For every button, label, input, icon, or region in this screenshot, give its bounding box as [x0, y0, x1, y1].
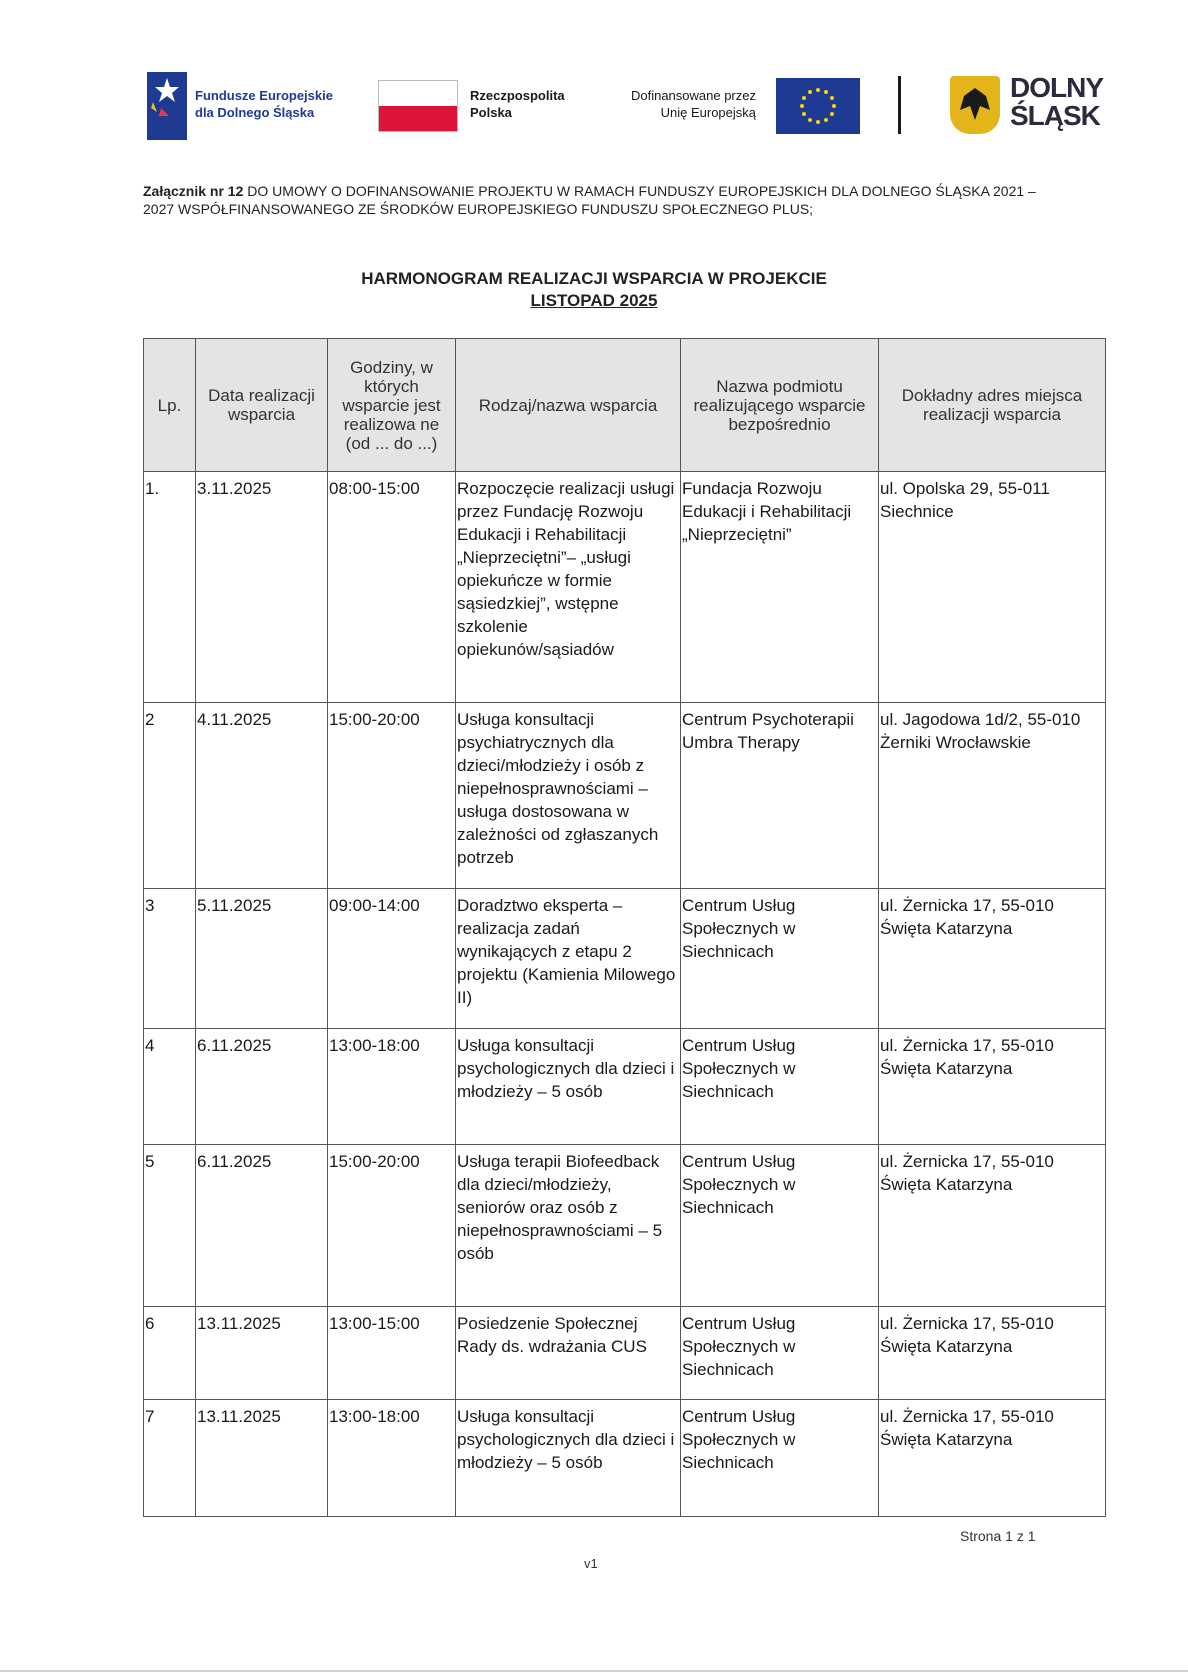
header-date: Data realizacji wsparcia	[196, 339, 328, 472]
annex-number: Załącznik nr 12	[143, 183, 244, 199]
cell-type: Usługa konsultacji psychiatrycznych dla dzieci/młodzieży i osób z niepełnosprawnościami – usługa dostosowana w zależności od zgłaszanych potrzeb	[456, 703, 681, 889]
schedule-table	[143, 338, 1106, 1517]
fe-logo-line2: dla Dolnego Śląska	[195, 105, 315, 120]
logo-separator	[898, 76, 901, 134]
header-type: Rodzaj/nazwa wsparcia	[456, 339, 681, 472]
cell-address: ul. Żernicka 17, 55-010 Święta Katarzyna	[879, 1400, 1106, 1517]
annex-note	[143, 182, 1063, 218]
eu-flag-icon	[776, 78, 860, 134]
cell-lp: 2	[144, 703, 196, 889]
scan-edge-divider	[0, 1670, 1188, 1672]
cell-type: Usługa terapii Biofeedback dla dzieci/młodzieży, seniorów oraz osób z niepełnosprawnościami – 5 osób	[456, 1145, 681, 1307]
header-hours: Godziny, w których wsparcie jest realizowa ne (od ... do ...)	[328, 339, 456, 472]
cell-date: 3.11.2025	[196, 472, 328, 703]
ds-line1: DOLNY	[1010, 72, 1103, 103]
cell-hours: 08:00-15:00	[328, 472, 456, 703]
cell-address: ul. Żernicka 17, 55-010 Święta Katarzyna	[879, 1145, 1106, 1307]
cell-address: ul. Żernicka 17, 55-010 Święta Katarzyna	[879, 1029, 1106, 1145]
fe-logo-line1: Fundusze Europejskie	[195, 88, 333, 103]
title-main: HARMONOGRAM REALIZACJI WSPARCIA W PROJEKCIE	[361, 269, 827, 288]
header-lp: Lp.	[144, 339, 196, 472]
cell-lp: 7	[144, 1400, 196, 1517]
cell-hours: 13:00-18:00	[328, 1029, 456, 1145]
rp-line2: Polska	[470, 105, 512, 120]
eu-line2: Unię Europejską	[660, 105, 756, 120]
eu-logo-text	[606, 87, 756, 121]
cell-entity: Centrum Psychoterapii Umbra Therapy	[681, 703, 879, 889]
table-row	[144, 1307, 1106, 1400]
poland-flag-icon	[378, 80, 458, 132]
cell-type: Rozpoczęcie realizacji usługi przez Fundację Rozwoju Edukacji i Rehabilitacji „Nieprzeciętni”– „usługi opiekuńcze w formie sąsiedzkiej”, wstępne szkolenie opiekunów/sąsiadów	[456, 472, 681, 703]
cell-type: Usługa konsultacji psychologicznych dla dzieci i młodzieży – 5 osób	[456, 1400, 681, 1517]
eu-line1: Dofinansowane przez	[630, 88, 756, 103]
rp-logo-text	[470, 87, 565, 121]
cell-type: Usługa konsultacji psychologicznych dla dzieci i młodzieży – 5 osób	[456, 1029, 681, 1145]
cell-date: 5.11.2025	[196, 889, 328, 1029]
cell-address: ul. Żernicka 17, 55-010 Święta Katarzyna	[879, 889, 1106, 1029]
cell-lp: 5	[144, 1145, 196, 1307]
fe-logo-icon	[147, 72, 187, 140]
cell-address: ul. Jagodowa 1d/2, 55-010 Żerniki Wrocławskie	[879, 703, 1106, 889]
cell-lp: 6	[144, 1307, 196, 1400]
fe-logo-text	[195, 87, 333, 121]
cell-lp: 3	[144, 889, 196, 1029]
cell-address: ul. Żernicka 17, 55-010 Święta Katarzyna	[879, 1307, 1106, 1400]
cell-hours: 13:00-18:00	[328, 1400, 456, 1517]
table-row	[144, 472, 1106, 703]
cell-entity: Centrum Usług Społecznych w Siechnicach	[681, 1400, 879, 1517]
cell-type: Doradztwo eksperta – realizacja zadań wynikających z etapu 2 projektu (Kamienia Milowego II)	[456, 889, 681, 1029]
cell-date: 13.11.2025	[196, 1307, 328, 1400]
cell-hours: 09:00-14:00	[328, 889, 456, 1029]
table-row	[144, 703, 1106, 889]
cell-date: 4.11.2025	[196, 703, 328, 889]
cell-hours: 15:00-20:00	[328, 1145, 456, 1307]
version-label: v1	[584, 1556, 598, 1571]
cell-entity: Fundacja Rozwoju Edukacji i Rehabilitacji „Nieprzeciętni”	[681, 472, 879, 703]
cell-date: 13.11.2025	[196, 1400, 328, 1517]
cell-entity: Centrum Usług Społecznych w Siechnicach	[681, 1029, 879, 1145]
cell-hours: 13:00-15:00	[328, 1307, 456, 1400]
page-number: Strona 1 z 1	[960, 1528, 1036, 1544]
eagle-crest-icon	[950, 76, 1000, 134]
table-header-row	[144, 339, 1106, 472]
title-month: LISTOPAD 2025	[530, 291, 658, 310]
table-row	[144, 889, 1106, 1029]
document-title	[0, 268, 1188, 312]
table-row	[144, 1400, 1106, 1517]
rp-line1: Rzeczpospolita	[470, 88, 565, 103]
table-row	[144, 1029, 1106, 1145]
cell-hours: 15:00-20:00	[328, 703, 456, 889]
ds-line2: ŚLĄSK	[1010, 100, 1100, 131]
cell-date: 6.11.2025	[196, 1145, 328, 1307]
cell-entity: Centrum Usług Społecznych w Siechnicach	[681, 1145, 879, 1307]
cell-type: Posiedzenie Społecznej Rady ds. wdrażania CUS	[456, 1307, 681, 1400]
dolny-slask-logo-text	[1010, 74, 1103, 130]
header-entity: Nazwa podmiotu realizującego wsparcie bezpośrednio	[681, 339, 879, 472]
cell-date: 6.11.2025	[196, 1029, 328, 1145]
annex-text: DO UMOWY O DOFINANSOWANIE PROJEKTU W RAMACH FUNDUSZY EUROPEJSKICH DLA DOLNEGO ŚLĄSKA 2021 – 2027 WSPÓŁFINANSOWANEGO ZE ŚRODKÓW EUROPEJSKIEGO FUNDUSZU SPOŁECZNEGO PLUS;	[143, 183, 1036, 217]
header-address: Dokładny adres miejsca realizacji wsparcia	[879, 339, 1106, 472]
cell-entity: Centrum Usług Społecznych w Siechnicach	[681, 1307, 879, 1400]
cell-address: ul. Opolska 29, 55-011 Siechnice	[879, 472, 1106, 703]
cell-lp: 4	[144, 1029, 196, 1145]
cell-entity: Centrum Usług Społecznych w Siechnicach	[681, 889, 879, 1029]
cell-lp: 1.	[144, 472, 196, 703]
table-row	[144, 1145, 1106, 1307]
